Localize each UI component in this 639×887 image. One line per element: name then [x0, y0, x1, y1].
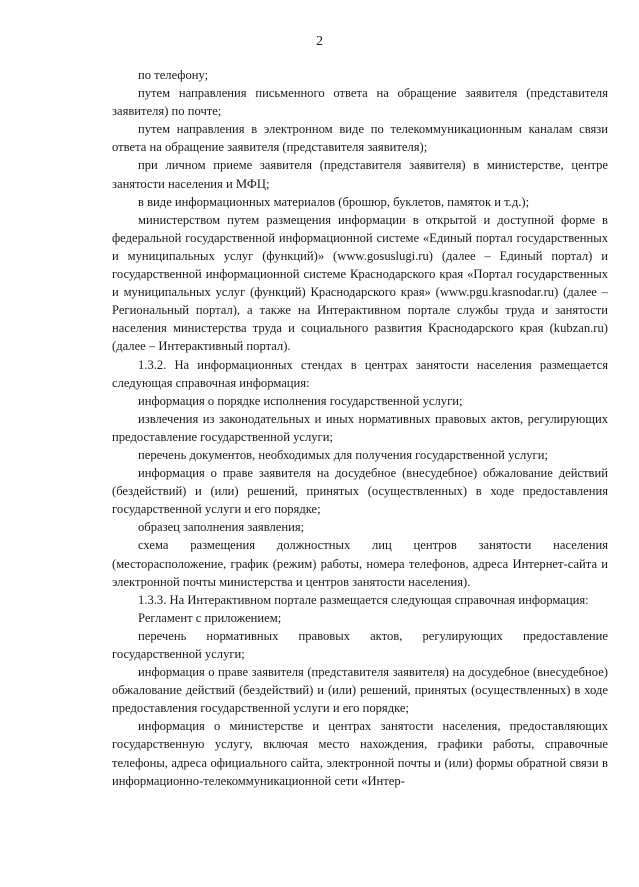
- paragraph: при личном приеме заявителя (представителя заявителя) в министерстве, центре занятости населения и МФЦ;: [112, 158, 608, 191]
- paragraph: путем направления в электронном виде по телекоммуникационным каналам связи ответа на обращение заявителя (представителя заявителя);: [112, 122, 608, 155]
- paragraph: образец заполнения заявления;: [138, 520, 305, 535]
- paragraph: информация о праве заявителя (представителя заявителя) на досудебное (внесудебное) обжалование действий (бездействий) и (или) решений, принятых (осуществленных) в ходе предоставления государственной услуги и его порядке;: [112, 665, 608, 716]
- paragraph: 1.3.2. На информационных стендах в центрах занятости населения размещается следующая справочная информация:: [112, 357, 608, 390]
- paragraph: информация о порядке исполнения государственной услуги;: [138, 393, 463, 408]
- paragraph: 1.3.3. На Интерактивном портале размещается следующая справочная информация:: [138, 592, 589, 607]
- paragraph: по телефону;: [138, 68, 209, 82]
- paragraph: в виде информационных материалов (брошюр, буклетов, памяток и т.д.);: [138, 194, 530, 209]
- paragraph: информация о праве заявителя на досудебное (внесудебное) обжалование действий (бездействий) и (или) решений, принятых (осуществленных) в ходе предоставления государственной услуги и его порядке;: [112, 466, 608, 517]
- document-body: [112, 66, 608, 790]
- paragraph: путем направления письменного ответа на обращение заявителя (представителя заявителя) по почте;: [112, 86, 608, 119]
- paragraph: извлечения из законодательных и иных нормативных правовых актов, регулирующих предоставление государственной услуги;: [112, 411, 608, 444]
- paragraph: перечень нормативных правовых актов, регулирующих предоставление государственной услуги;: [112, 628, 608, 661]
- paragraph: перечень документов, необходимых для получения государственной услуги;: [138, 447, 548, 462]
- paragraph: схема размещения должностных лиц центров занятости населения (месторасположение, график (режим) работы, номера телефонов, адреса Интернет-сайта и электронной почты министерства и центров занятости населения).: [112, 538, 608, 589]
- paragraph: Регламент с приложением;: [138, 610, 282, 625]
- page-number: 2: [316, 34, 323, 49]
- paragraph: информация о министерстве и центрах занятости населения, предоставляющих государственную услугу, включая место нахождения, графики работы, справочные телефоны, адреса официального сайта, электронной почты и (или) формы обратной связи в информационно-телекоммуникационной сети «Интер-: [112, 719, 608, 788]
- paragraph: министерством путем размещения информации в открытой и доступной форме в федеральной государственной информационной системе «Единый портал государственных и муниципальных услуг (функций)» (www.gosuslugi.ru) (далее – Единый портал) и государственной информационной системе Краснодарского края «Портал государственных и муниципальных услуг (функций) Краснодарского края» (www.pgu.krasnodar.ru) (далее – Региональный портал), а также на Интерактивном портале службы труда и занятости населения министерства труда и социального развития Краснодарского края (kubzan.ru) (далее – Интерактивный портал).: [112, 212, 608, 354]
